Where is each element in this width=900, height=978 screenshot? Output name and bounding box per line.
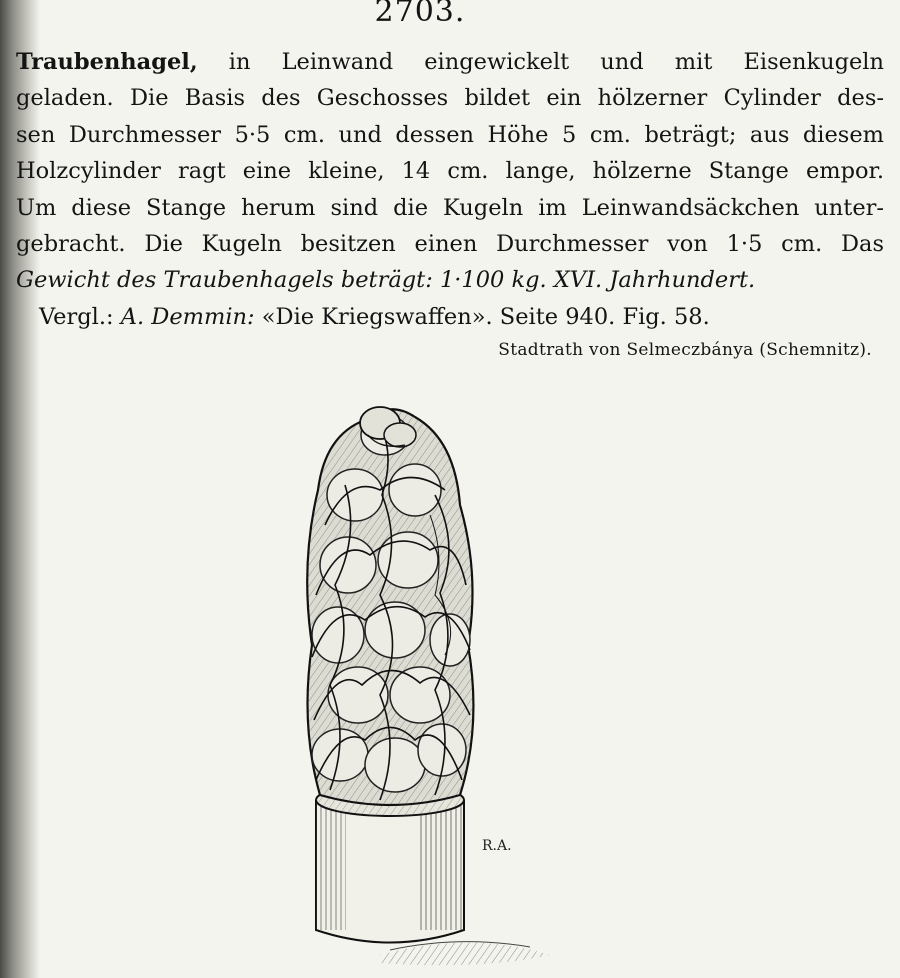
- grapeshot-illustration: [230, 395, 560, 975]
- wooden-cylinder-base: [316, 784, 464, 943]
- entry-line-4: Holzcylinder ragt eine kleine, 14 cm. lange, hölzerne Stange empor.: [16, 158, 884, 185]
- entry-line-3: sen Durchmesser 5·5 cm. und dessen Höhe 5 cm. beträgt; aus diesem: [16, 121, 884, 148]
- reference-line: [16, 299, 884, 335]
- artist-signature: R.A.: [482, 838, 512, 854]
- entry-line-5: Um diese Stange herum sind die Kugeln im Leinwandsäckchen unter-: [16, 194, 884, 221]
- reference-work: «Die Kriegswaffen». Seite 940. Fig. 58.: [254, 303, 710, 330]
- entry-line-1: [16, 44, 884, 80]
- reference-author: A. Demmin:: [120, 303, 255, 330]
- ground-shadow: [380, 942, 550, 966]
- entry-line-1-text: in Leinwand eingewickelt und mit Eisenkugeln: [197, 49, 884, 75]
- entry-description: [16, 44, 884, 335]
- entry-title: Traubenhagel,: [16, 49, 198, 75]
- entry-line-7: Gewicht des Traubenhagels beträgt: 1·100 kg. XVI. Jahrhundert.: [16, 267, 756, 294]
- catalogue-number: 2703.: [374, 0, 466, 29]
- reference-prefix: Vergl.:: [39, 303, 121, 330]
- entry-line-2: geladen. Die Basis des Geschosses bildet ein hölzerner Cylinder des-: [16, 85, 884, 112]
- entry-line-6: gebracht. Die Kugeln besitzen einen Durchmesser von 1·5 cm. Das: [16, 231, 884, 258]
- owner-line: Stadtrath von Selmeczbánya (Schemnitz).: [498, 340, 872, 360]
